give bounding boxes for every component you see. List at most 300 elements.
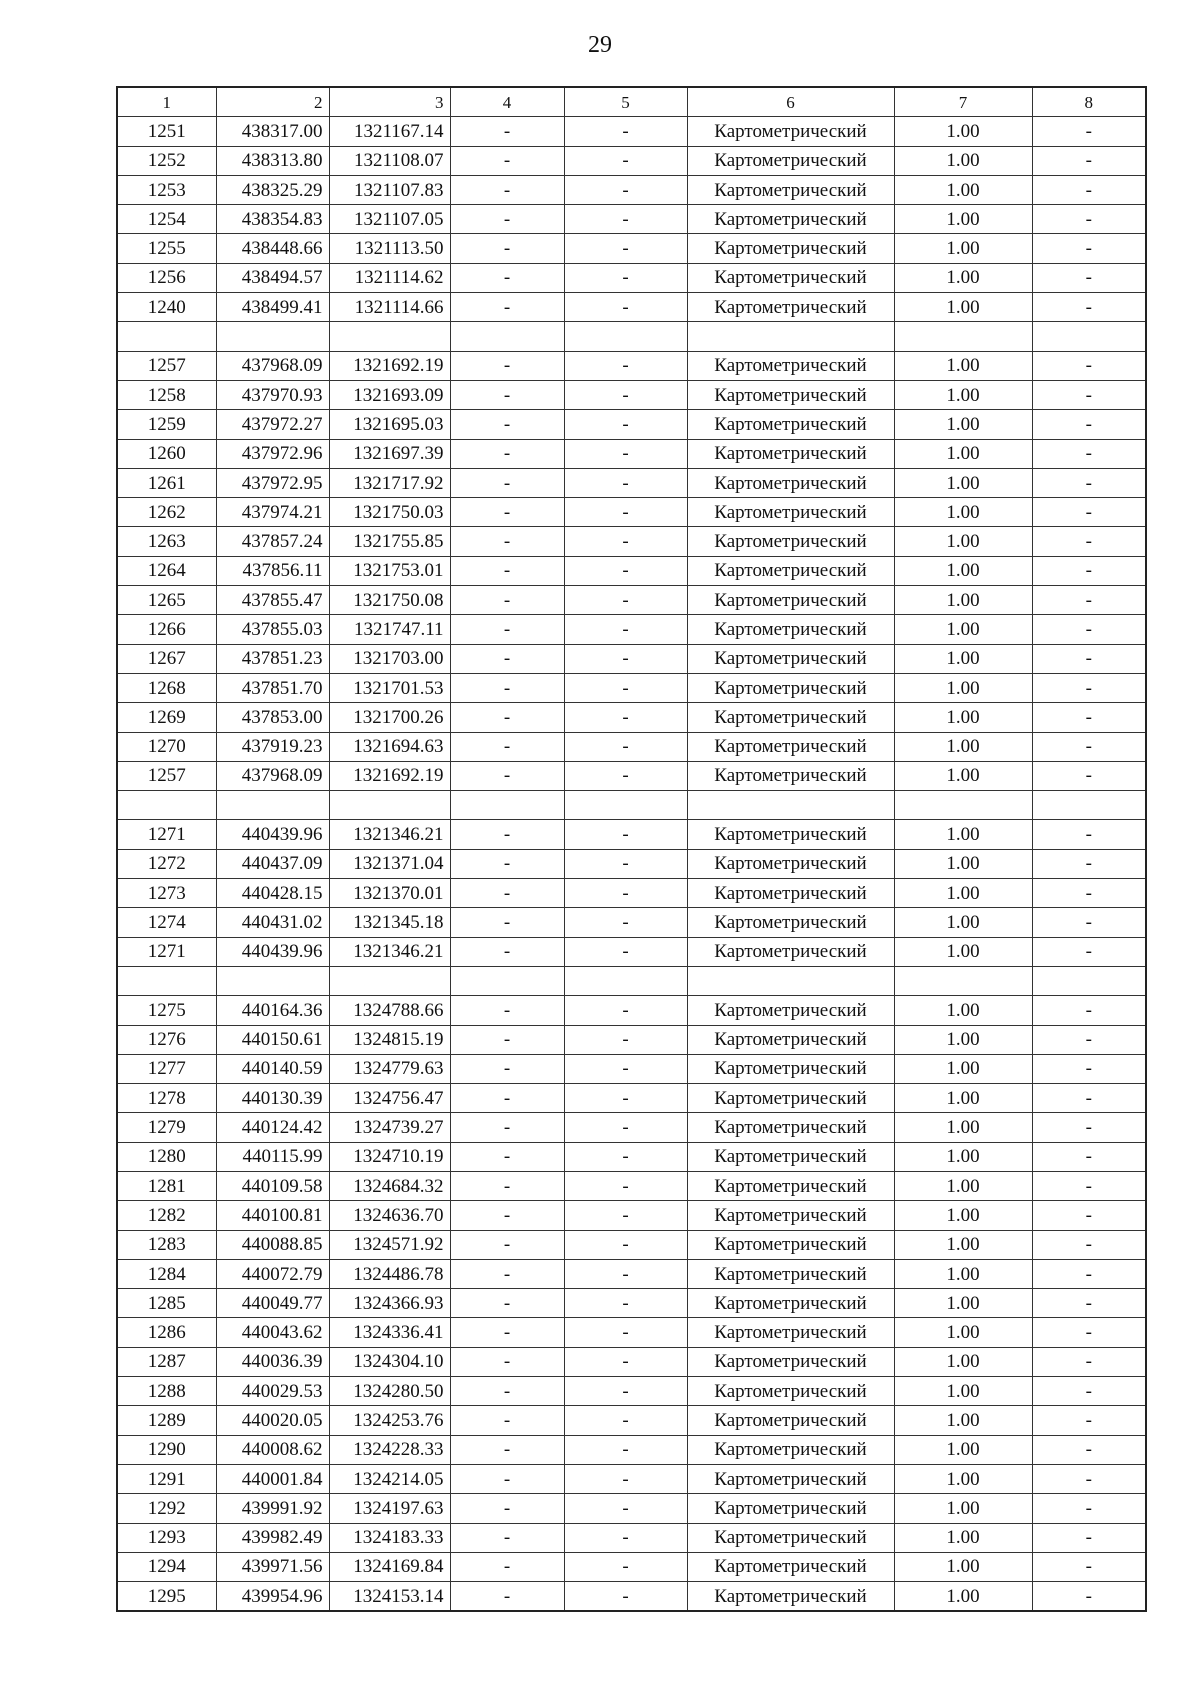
point-number-cell: 1276	[117, 1025, 216, 1054]
accuracy-cell: 1.00	[894, 175, 1032, 204]
column-8-cell: -	[1032, 732, 1146, 761]
accuracy-cell: 1.00	[894, 996, 1032, 1025]
x-coordinate-cell: 440001.84	[216, 1464, 329, 1493]
table-row	[117, 468, 1146, 497]
column-8-cell: -	[1032, 1230, 1146, 1259]
column-5-cell: -	[564, 263, 687, 292]
accuracy-cell	[894, 322, 1032, 351]
coordinates-table	[116, 86, 1147, 1612]
column-4-cell: -	[450, 380, 564, 409]
x-coordinate-cell: 437970.93	[216, 380, 329, 409]
accuracy-cell: 1.00	[894, 732, 1032, 761]
column-5-cell	[564, 322, 687, 351]
x-coordinate-cell: 438354.83	[216, 205, 329, 234]
column-5-cell: -	[564, 996, 687, 1025]
method-cell: Картометрический	[687, 1435, 894, 1464]
column-8-cell: -	[1032, 820, 1146, 849]
column-4-cell: -	[450, 1289, 564, 1318]
y-coordinate-cell: 1321113.50	[329, 234, 450, 263]
x-coordinate-cell: 440140.59	[216, 1054, 329, 1083]
method-cell: Картометрический	[687, 380, 894, 409]
point-number-cell: 1270	[117, 732, 216, 761]
y-coordinate-cell: 1321114.62	[329, 263, 450, 292]
column-8-cell: -	[1032, 1054, 1146, 1083]
column-4-cell: -	[450, 527, 564, 556]
column-8-cell: -	[1032, 205, 1146, 234]
table-row	[117, 732, 1146, 761]
x-coordinate-cell	[216, 791, 329, 820]
x-coordinate-cell: 437856.11	[216, 556, 329, 585]
column-5-cell: -	[564, 1582, 687, 1612]
accuracy-cell: 1.00	[894, 703, 1032, 732]
column-8-cell: -	[1032, 761, 1146, 790]
column-4-cell: -	[450, 937, 564, 966]
table-row	[117, 1171, 1146, 1200]
method-cell: Картометрический	[687, 410, 894, 439]
table-row	[117, 1406, 1146, 1435]
column-5-cell: -	[564, 1201, 687, 1230]
column-8-cell: -	[1032, 615, 1146, 644]
point-number-cell: 1275	[117, 996, 216, 1025]
column-5-cell: -	[564, 1171, 687, 1200]
column-8-cell: -	[1032, 1435, 1146, 1464]
accuracy-cell: 1.00	[894, 644, 1032, 673]
column-5-cell: -	[564, 1377, 687, 1406]
column-8-cell: -	[1032, 1171, 1146, 1200]
column-8-cell: -	[1032, 1318, 1146, 1347]
column-5-cell: -	[564, 234, 687, 263]
column-8-cell: -	[1032, 146, 1146, 175]
method-cell: Картометрический	[687, 820, 894, 849]
table-row	[117, 1582, 1146, 1612]
column-8-cell: -	[1032, 1347, 1146, 1376]
column-5-cell: -	[564, 586, 687, 615]
accuracy-cell: 1.00	[894, 879, 1032, 908]
accuracy-cell: 1.00	[894, 527, 1032, 556]
table-row	[117, 293, 1146, 322]
column-5-cell: -	[564, 1464, 687, 1493]
column-4-cell: -	[450, 732, 564, 761]
method-cell: Картометрический	[687, 937, 894, 966]
point-number-cell: 1254	[117, 205, 216, 234]
y-coordinate-cell	[329, 791, 450, 820]
column-4-cell: -	[450, 908, 564, 937]
accuracy-cell: 1.00	[894, 586, 1032, 615]
x-coordinate-cell: 439982.49	[216, 1523, 329, 1552]
column-5-cell: -	[564, 556, 687, 585]
x-coordinate-cell: 438494.57	[216, 263, 329, 292]
point-number-cell: 1286	[117, 1318, 216, 1347]
method-cell: Картометрический	[687, 1201, 894, 1230]
x-coordinate-cell: 438325.29	[216, 175, 329, 204]
x-coordinate-cell: 437855.03	[216, 615, 329, 644]
x-coordinate-cell: 440124.42	[216, 1113, 329, 1142]
y-coordinate-cell: 1321371.04	[329, 849, 450, 878]
y-coordinate-cell: 1321701.53	[329, 673, 450, 702]
accuracy-cell: 1.00	[894, 1113, 1032, 1142]
column-5-cell: -	[564, 1084, 687, 1113]
column-8-cell: -	[1032, 1582, 1146, 1612]
method-cell: Картометрический	[687, 908, 894, 937]
method-cell: Картометрический	[687, 1318, 894, 1347]
separator-row	[117, 791, 1146, 820]
column-4-cell: -	[450, 1142, 564, 1171]
y-coordinate-cell: 1321346.21	[329, 820, 450, 849]
table-row	[117, 820, 1146, 849]
column-4-cell: -	[450, 1201, 564, 1230]
column-8-cell: -	[1032, 468, 1146, 497]
method-cell: Картометрический	[687, 234, 894, 263]
y-coordinate-cell: 1324684.32	[329, 1171, 450, 1200]
x-coordinate-cell: 440029.53	[216, 1377, 329, 1406]
x-coordinate-cell: 439954.96	[216, 1582, 329, 1612]
y-coordinate-cell: 1321108.07	[329, 146, 450, 175]
accuracy-cell: 1.00	[894, 1435, 1032, 1464]
column-5-cell: -	[564, 1552, 687, 1581]
accuracy-cell: 1.00	[894, 1025, 1032, 1054]
column-4-cell: -	[450, 1084, 564, 1113]
point-number-cell: 1255	[117, 234, 216, 263]
x-coordinate-cell: 439971.56	[216, 1552, 329, 1581]
x-coordinate-cell: 440072.79	[216, 1259, 329, 1288]
x-coordinate-cell: 440428.15	[216, 879, 329, 908]
table-row	[117, 410, 1146, 439]
x-coordinate-cell: 437968.09	[216, 351, 329, 380]
column-5-cell: -	[564, 703, 687, 732]
page-number: 29	[588, 32, 612, 58]
accuracy-cell: 1.00	[894, 1142, 1032, 1171]
accuracy-cell: 1.00	[894, 761, 1032, 790]
y-coordinate-cell: 1324153.14	[329, 1582, 450, 1612]
method-cell: Картометрический	[687, 732, 894, 761]
x-coordinate-cell: 437853.00	[216, 703, 329, 732]
column-5-cell: -	[564, 117, 687, 146]
column-4-cell	[450, 322, 564, 351]
column-8-cell: -	[1032, 293, 1146, 322]
table-row	[117, 1230, 1146, 1259]
table-row	[117, 380, 1146, 409]
y-coordinate-cell: 1324571.92	[329, 1230, 450, 1259]
header-cell-7: 7	[894, 87, 1032, 117]
x-coordinate-cell: 440115.99	[216, 1142, 329, 1171]
column-5-cell: -	[564, 1318, 687, 1347]
column-4-cell: -	[450, 820, 564, 849]
point-number-cell: 1253	[117, 175, 216, 204]
accuracy-cell: 1.00	[894, 1201, 1032, 1230]
column-4-cell: -	[450, 175, 564, 204]
column-8-cell: -	[1032, 117, 1146, 146]
x-coordinate-cell: 437855.47	[216, 586, 329, 615]
column-4-cell: -	[450, 263, 564, 292]
column-8-cell: -	[1032, 1259, 1146, 1288]
column-4-cell: -	[450, 761, 564, 790]
y-coordinate-cell: 1324636.70	[329, 1201, 450, 1230]
table-row	[117, 1435, 1146, 1464]
column-8-cell: -	[1032, 908, 1146, 937]
point-number-cell	[117, 966, 216, 995]
point-number-cell: 1284	[117, 1259, 216, 1288]
y-coordinate-cell: 1321700.26	[329, 703, 450, 732]
x-coordinate-cell: 440036.39	[216, 1347, 329, 1376]
column-4-cell	[450, 966, 564, 995]
y-coordinate-cell: 1321750.03	[329, 498, 450, 527]
y-coordinate-cell: 1321755.85	[329, 527, 450, 556]
column-5-cell: -	[564, 908, 687, 937]
column-8-cell: -	[1032, 1406, 1146, 1435]
accuracy-cell: 1.00	[894, 1494, 1032, 1523]
y-coordinate-cell: 1324336.41	[329, 1318, 450, 1347]
x-coordinate-cell: 437974.21	[216, 498, 329, 527]
column-8-cell: -	[1032, 1025, 1146, 1054]
point-number-cell: 1240	[117, 293, 216, 322]
method-cell: Картометрический	[687, 586, 894, 615]
column-8-cell: -	[1032, 1142, 1146, 1171]
column-8-cell: -	[1032, 586, 1146, 615]
x-coordinate-cell: 440049.77	[216, 1289, 329, 1318]
x-coordinate-cell: 437972.27	[216, 410, 329, 439]
column-5-cell: -	[564, 820, 687, 849]
table-row	[117, 849, 1146, 878]
method-cell: Картометрический	[687, 263, 894, 292]
table-row	[117, 205, 1146, 234]
y-coordinate-cell: 1324214.05	[329, 1464, 450, 1493]
column-8-cell: -	[1032, 439, 1146, 468]
column-4-cell: -	[450, 615, 564, 644]
column-4-cell: -	[450, 879, 564, 908]
accuracy-cell: 1.00	[894, 615, 1032, 644]
x-coordinate-cell: 440109.58	[216, 1171, 329, 1200]
x-coordinate-cell: 440100.81	[216, 1201, 329, 1230]
accuracy-cell: 1.00	[894, 498, 1032, 527]
x-coordinate-cell: 440088.85	[216, 1230, 329, 1259]
header-cell-6: 6	[687, 87, 894, 117]
column-8-cell	[1032, 966, 1146, 995]
table-row	[117, 1113, 1146, 1142]
y-coordinate-cell: 1321346.21	[329, 937, 450, 966]
method-cell: Картометрический	[687, 1230, 894, 1259]
y-coordinate-cell: 1321750.08	[329, 586, 450, 615]
x-coordinate-cell: 437972.96	[216, 439, 329, 468]
column-8-cell: -	[1032, 1494, 1146, 1523]
method-cell: Картометрический	[687, 1025, 894, 1054]
column-4-cell: -	[450, 703, 564, 732]
accuracy-cell: 1.00	[894, 117, 1032, 146]
table-row	[117, 1259, 1146, 1288]
accuracy-cell: 1.00	[894, 556, 1032, 585]
column-5-cell: -	[564, 293, 687, 322]
method-cell: Картометрический	[687, 351, 894, 380]
y-coordinate-cell: 1324197.63	[329, 1494, 450, 1523]
point-number-cell: 1258	[117, 380, 216, 409]
point-number-cell: 1295	[117, 1582, 216, 1612]
table-row	[117, 1054, 1146, 1083]
column-5-cell: -	[564, 1523, 687, 1552]
column-5-cell: -	[564, 1406, 687, 1435]
method-cell: Картометрический	[687, 468, 894, 497]
column-4-cell: -	[450, 1494, 564, 1523]
point-number-cell: 1285	[117, 1289, 216, 1318]
accuracy-cell: 1.00	[894, 908, 1032, 937]
x-coordinate-cell: 438313.80	[216, 146, 329, 175]
column-4-cell: -	[450, 410, 564, 439]
x-coordinate-cell: 437972.95	[216, 468, 329, 497]
column-8-cell: -	[1032, 410, 1146, 439]
column-5-cell	[564, 966, 687, 995]
point-number-cell: 1251	[117, 117, 216, 146]
table-row	[117, 1318, 1146, 1347]
column-4-cell: -	[450, 1347, 564, 1376]
accuracy-cell: 1.00	[894, 1084, 1032, 1113]
column-5-cell: -	[564, 644, 687, 673]
point-number-cell: 1288	[117, 1377, 216, 1406]
y-coordinate-cell: 1321107.83	[329, 175, 450, 204]
accuracy-cell: 1.00	[894, 1347, 1032, 1376]
y-coordinate-cell: 1321114.66	[329, 293, 450, 322]
x-coordinate-cell: 440043.62	[216, 1318, 329, 1347]
point-number-cell: 1289	[117, 1406, 216, 1435]
method-cell: Картометрический	[687, 1113, 894, 1142]
accuracy-cell: 1.00	[894, 1259, 1032, 1288]
point-number-cell: 1259	[117, 410, 216, 439]
column-5-cell: -	[564, 1494, 687, 1523]
column-4-cell: -	[450, 1435, 564, 1464]
method-cell: Картометрический	[687, 1142, 894, 1171]
column-5-cell: -	[564, 937, 687, 966]
accuracy-cell: 1.00	[894, 234, 1032, 263]
accuracy-cell: 1.00	[894, 380, 1032, 409]
table-row	[117, 1289, 1146, 1318]
column-4-cell: -	[450, 996, 564, 1025]
header-cell-8: 8	[1032, 87, 1146, 117]
column-4-cell: -	[450, 673, 564, 702]
table-row	[117, 703, 1146, 732]
y-coordinate-cell: 1321697.39	[329, 439, 450, 468]
table-row	[117, 908, 1146, 937]
column-8-cell: -	[1032, 1289, 1146, 1318]
accuracy-cell: 1.00	[894, 146, 1032, 175]
table-row	[117, 175, 1146, 204]
column-8-cell: -	[1032, 527, 1146, 556]
method-cell: Картометрический	[687, 117, 894, 146]
accuracy-cell: 1.00	[894, 849, 1032, 878]
column-4-cell: -	[450, 849, 564, 878]
y-coordinate-cell: 1324228.33	[329, 1435, 450, 1464]
column-4-cell: -	[450, 439, 564, 468]
y-coordinate-cell	[329, 322, 450, 351]
point-number-cell: 1260	[117, 439, 216, 468]
column-8-cell: -	[1032, 1201, 1146, 1230]
y-coordinate-cell: 1324304.10	[329, 1347, 450, 1376]
table-row	[117, 1523, 1146, 1552]
column-5-cell: -	[564, 615, 687, 644]
column-8-cell: -	[1032, 673, 1146, 702]
method-cell: Картометрический	[687, 556, 894, 585]
point-number-cell: 1263	[117, 527, 216, 556]
table-row	[117, 1377, 1146, 1406]
method-cell: Картометрический	[687, 761, 894, 790]
column-4-cell: -	[450, 1025, 564, 1054]
column-5-cell: -	[564, 205, 687, 234]
point-number-cell: 1269	[117, 703, 216, 732]
y-coordinate-cell: 1321693.09	[329, 380, 450, 409]
y-coordinate-cell: 1321753.01	[329, 556, 450, 585]
column-4-cell: -	[450, 1464, 564, 1493]
column-5-cell: -	[564, 410, 687, 439]
column-8-cell: -	[1032, 1377, 1146, 1406]
column-5-cell: -	[564, 468, 687, 497]
method-cell: Картометрический	[687, 1582, 894, 1612]
y-coordinate-cell: 1324710.19	[329, 1142, 450, 1171]
column-4-cell: -	[450, 1552, 564, 1581]
method-cell: Картометрический	[687, 527, 894, 556]
column-5-cell	[564, 791, 687, 820]
y-coordinate-cell: 1321692.19	[329, 351, 450, 380]
table-row	[117, 644, 1146, 673]
x-coordinate-cell: 437851.23	[216, 644, 329, 673]
point-number-cell: 1278	[117, 1084, 216, 1113]
method-cell: Картометрический	[687, 703, 894, 732]
column-5-cell: -	[564, 498, 687, 527]
y-coordinate-cell: 1324788.66	[329, 996, 450, 1025]
column-8-cell: -	[1032, 996, 1146, 1025]
table-row	[117, 1142, 1146, 1171]
y-coordinate-cell: 1321694.63	[329, 732, 450, 761]
column-8-cell: -	[1032, 351, 1146, 380]
method-cell	[687, 791, 894, 820]
point-number-cell: 1283	[117, 1230, 216, 1259]
point-number-cell: 1281	[117, 1171, 216, 1200]
accuracy-cell: 1.00	[894, 1289, 1032, 1318]
y-coordinate-cell: 1324486.78	[329, 1259, 450, 1288]
y-coordinate-cell: 1324739.27	[329, 1113, 450, 1142]
column-4-cell: -	[450, 234, 564, 263]
method-cell: Картометрический	[687, 498, 894, 527]
column-5-cell: -	[564, 380, 687, 409]
x-coordinate-cell: 438448.66	[216, 234, 329, 263]
point-number-cell: 1273	[117, 879, 216, 908]
column-5-cell: -	[564, 673, 687, 702]
column-8-cell	[1032, 791, 1146, 820]
accuracy-cell	[894, 966, 1032, 995]
y-coordinate-cell: 1324253.76	[329, 1406, 450, 1435]
table-row	[117, 1347, 1146, 1376]
method-cell	[687, 322, 894, 351]
accuracy-cell: 1.00	[894, 1582, 1032, 1612]
column-4-cell: -	[450, 293, 564, 322]
point-number-cell: 1282	[117, 1201, 216, 1230]
accuracy-cell	[894, 791, 1032, 820]
column-5-cell: -	[564, 732, 687, 761]
point-number-cell: 1294	[117, 1552, 216, 1581]
table-row	[117, 879, 1146, 908]
x-coordinate-cell: 440439.96	[216, 937, 329, 966]
accuracy-cell: 1.00	[894, 1171, 1032, 1200]
column-4-cell	[450, 791, 564, 820]
accuracy-cell: 1.00	[894, 263, 1032, 292]
column-5-cell: -	[564, 879, 687, 908]
x-coordinate-cell: 437919.23	[216, 732, 329, 761]
column-5-cell: -	[564, 1259, 687, 1288]
table-row	[117, 1201, 1146, 1230]
accuracy-cell: 1.00	[894, 468, 1032, 497]
table-row	[117, 586, 1146, 615]
column-8-cell: -	[1032, 703, 1146, 732]
column-5-cell: -	[564, 1230, 687, 1259]
point-number-cell: 1277	[117, 1054, 216, 1083]
column-8-cell: -	[1032, 1084, 1146, 1113]
x-coordinate-cell: 440439.96	[216, 820, 329, 849]
header-cell-3: 3	[329, 87, 450, 117]
